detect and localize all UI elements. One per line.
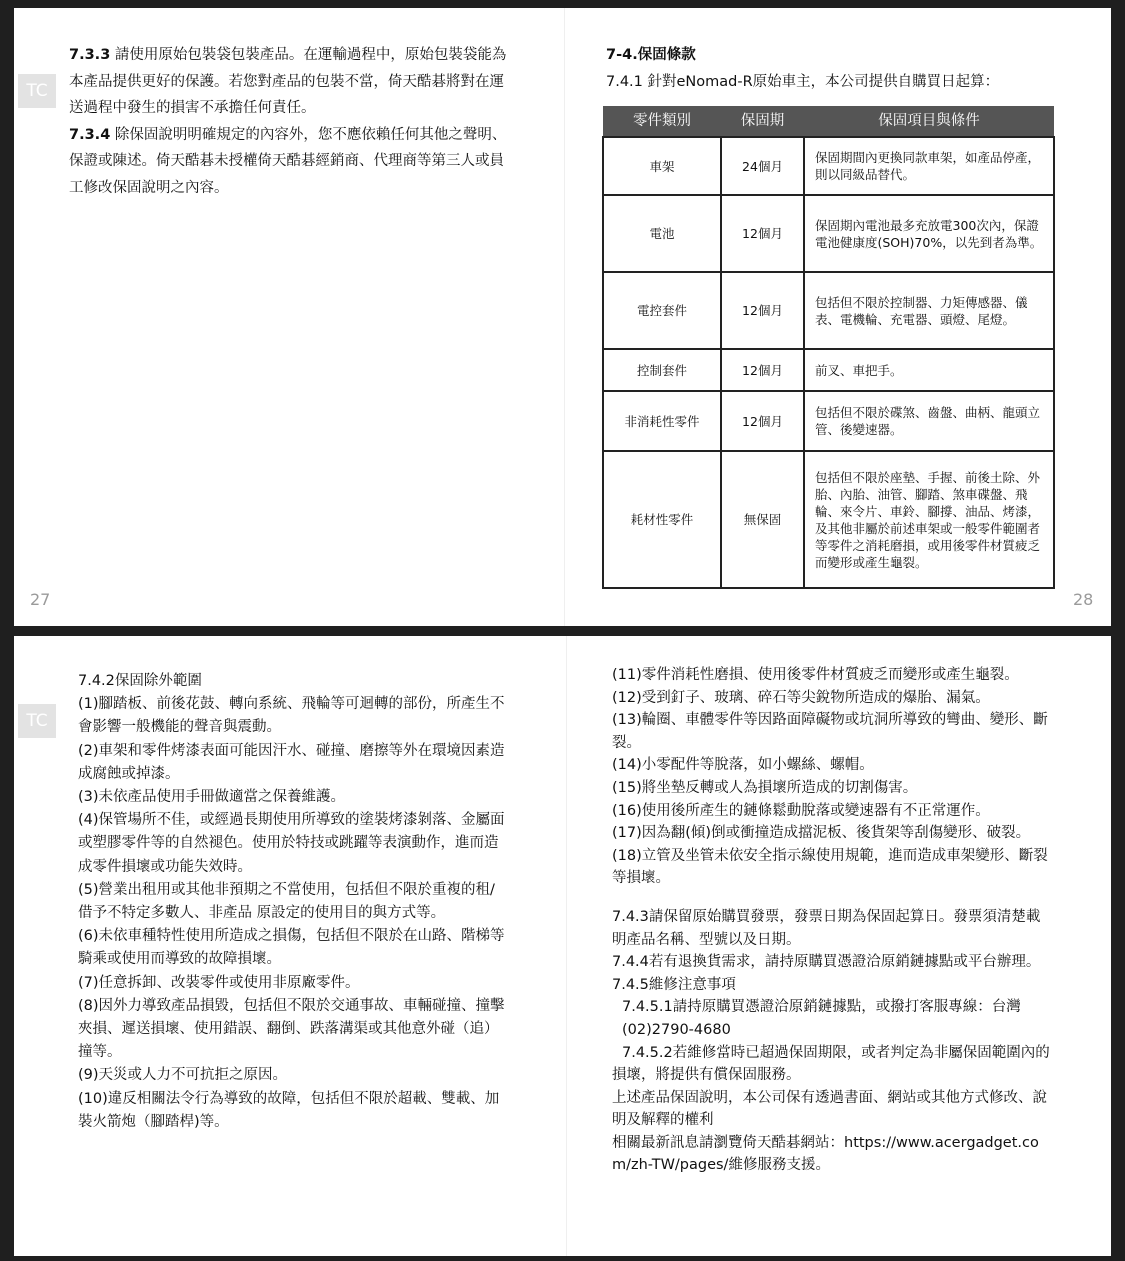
page-number-28: 28 [1073, 590, 1094, 609]
website-link[interactable]: 相關最新訊息請瀏覽倚天酷碁網站：https://www.acergadget.com/zh-TW/pages/維修服務支援。 [612, 1134, 1039, 1174]
header-period: 保固期 [721, 106, 804, 137]
list-item: (16)使用後所產生的鏈條鬆動脫落或變速器有不正常運作。 [612, 802, 990, 819]
header-terms: 保固項目與條件 [804, 106, 1054, 137]
section-7-4-5-1: 7.4.5.1請持原購買憑證洽原銷鏈據點，或撥打客服專線：台灣(02)2790-4680 [622, 999, 1021, 1038]
cell-category: 車架 [603, 137, 721, 195]
bottom-sheet [14, 636, 1111, 1256]
exclusions-list-left [78, 670, 508, 1134]
warranty-heading: 7-4.保固條款 [606, 47, 696, 63]
table-row [603, 137, 1054, 195]
page-fold [566, 636, 567, 1256]
section-text: 除保固說明明確規定的內容外，您不應依賴任何其他之聲明、保證或陳述。倚天酷碁未授權倚天酷碁經銷商、代理商等第三人或員工修改保固說明之內容。 [69, 126, 507, 196]
header-category: 零件類別 [603, 106, 721, 137]
cell-period: 無保固 [721, 451, 804, 588]
language-tab: TC [18, 704, 56, 738]
list-item: (9)天災或人力不可抗拒之原因。 [78, 1067, 288, 1084]
list-item: (3)未依產品使用手冊做適當之保養維護。 [78, 789, 346, 806]
table-row [603, 349, 1054, 391]
section-text: 請使用原始包裝袋包裝產品。在運輸過程中，原始包裝袋能為本產品提供更好的保護。若您對產品的包裝不當，倚天酷碁將對在運送過程中發生的損害不承擔任何責任。 [69, 47, 507, 116]
list-item: (6)未依車種特性使用所造成之損傷，包括但不限於在山路、階梯等騎乘或使用而導致的故障損壞。 [78, 928, 505, 968]
page-fold [564, 8, 565, 626]
table-row [603, 272, 1054, 349]
cell-category: 電控套件 [603, 272, 721, 349]
cell-terms: 保固期間內更換同款車架，如產品停產，則以同級品替代。 [804, 137, 1054, 195]
section-7-4-3: 7.4.3請保留原始購買發票，發票日期為保固起算日。發票須清楚載明產品名稱、型號以及日期。 [612, 908, 1041, 948]
list-item: (4)保管場所不佳，或經過長期使用所導致的塗裝烤漆剝落、金屬面或塑膠零件等的自然褪色。使用於特技或跳躍等表演動作，進而造成零件損壞或功能失效時。 [78, 812, 505, 875]
language-tab: TC [18, 74, 56, 108]
table-row [603, 195, 1054, 272]
cell-period: 24個月 [721, 137, 804, 195]
cell-terms: 包括但不限於控制器、力矩傳感器、儀表、電機輪、充電器、頭燈、尾燈。 [804, 272, 1054, 349]
cell-period: 12個月 [721, 349, 804, 391]
section-number: 7.3.4 [69, 126, 111, 143]
section-7-3-4 [69, 122, 507, 202]
list-item: (15)將坐墊反轉或人為損壞所造成的切割傷害。 [612, 779, 918, 796]
top-sheet [14, 8, 1111, 626]
list-item: (12)受到釘子、玻璃、碎石等尖銳物所造成的爆胎、漏氣。 [612, 689, 990, 706]
warranty-intro: 7.4.1 針對eNomad-R原始車主，本公司提供自購買日起算： [606, 73, 1000, 90]
list-item: (11)零件消耗性磨損、使用後零件材質疲乏而變形或產生龜裂。 [612, 667, 1019, 683]
cell-category: 耗材性零件 [603, 451, 721, 588]
warranty-table [602, 106, 1055, 589]
section-7-4-5: 7.4.5維修注意事項 [612, 976, 736, 993]
section-number: 7.3.3 [69, 47, 111, 63]
list-item: (5)營業出租用或其他非預期之不當使用，包括但不限於重複的租/借予不特定多數人、非產品 原設定的使用目的與方式等。 [78, 881, 495, 922]
cell-period: 12個月 [721, 195, 804, 272]
table-row [603, 391, 1054, 451]
cell-terms: 包括但不限於座墊、手握、前後土除、外胎、內胎、油管、腳踏、煞車碟盤、飛輪、來令片、車鈴、腳撐、油品、烤漆，及其他非屬於前述車架或一般零件範圍者等零件之消耗磨損，或用後零件材質疲乏而變形或產生龜裂。 [804, 451, 1054, 588]
list-item: (17)因為翻(傾)倒或衝撞造成擋泥板、後貨架等刮傷變形、破裂。 [612, 825, 1031, 842]
list-item: (1)腳踏板、前後花鼓、轉向系統、飛輪等可迴轉的部份，所產生不會影響一般機能的聲音與震動。 [78, 696, 505, 736]
page-number-27: 27 [30, 590, 51, 609]
cell-category: 電池 [603, 195, 721, 272]
section-7-3-3 [69, 42, 507, 122]
section-7-4-4: 7.4.4若有退換貨需求，請持原購買憑證洽原銷鏈據點或平台辦理。 [612, 954, 1041, 971]
exclusions-heading: 7.4.2保固除外範圍 [78, 673, 202, 689]
cell-period: 12個月 [721, 391, 804, 451]
rights-statement: 上述產品保固說明，本公司保有透過書面、網站或其他方式修改、說明及解釋的權利 [612, 1089, 1047, 1129]
spacer [612, 890, 1052, 906]
right-page-header [606, 42, 1056, 95]
left-page-text [69, 42, 507, 201]
cell-category: 非消耗性零件 [603, 391, 721, 451]
table-header-row [603, 106, 1054, 137]
table-row [603, 451, 1054, 588]
section-7-4-5-2: 7.4.5.2若維修當時已超過保固期限，或者判定為非屬保固範圍內的損壞，將提供有償保固服務。 [612, 1044, 1050, 1084]
list-item: (18)立管及坐管未依安全指示線使用規範，進而造成車架變形、斷裂等損壞。 [612, 847, 1048, 887]
list-item: (7)任意拆卸、改裝零件或使用非原廠零件。 [78, 974, 360, 991]
cell-period: 12個月 [721, 272, 804, 349]
cell-terms: 保固期內電池最多充放電300次內，保證電池健康度(SOH)70%，以先到者為準。 [804, 195, 1054, 272]
cell-terms: 包括但不限於碟煞、齒盤、曲柄、龍頭立管、後變速器。 [804, 391, 1054, 451]
list-item: (14)小零配件等脫落，如小螺絲、螺帽。 [612, 757, 874, 774]
list-item: (13)輪圈、車體零件等因路面障礙物或坑洞所導致的彎曲、變形、斷裂。 [612, 712, 1048, 751]
cell-terms: 前叉、車把手。 [804, 349, 1054, 391]
list-item: (2)車架和零件烤漆表面可能因汗水、碰撞、磨擦等外在環境因素造成腐蝕或掉漆。 [78, 742, 505, 782]
list-item: (8)因外力導致產品損毀，包括但不限於交通事故、車輛碰撞、撞擊夾損、遲送損壞、使用錯誤、翻倒、跌落溝渠或其他意外碰（追）撞等。 [78, 997, 505, 1061]
list-item: (10)違反相關法令行為導致的故障，包括但不限於超載、雙載、加裝火箭炮（腳踏桿)等。 [78, 1090, 500, 1130]
cell-category: 控制套件 [603, 349, 721, 391]
exclusions-list-right [612, 664, 1052, 1177]
